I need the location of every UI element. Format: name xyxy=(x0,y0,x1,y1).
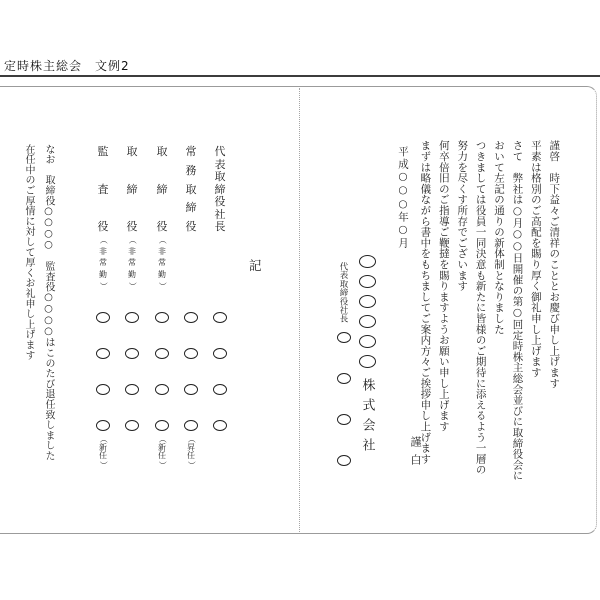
letter-line: 努力を尽くす所存でございます xyxy=(456,140,469,292)
company-name-circle xyxy=(359,315,376,328)
char: 勤 xyxy=(128,269,136,279)
retirement-note-line: なお 取締役○○○○ 監査役○○○○はこのたび退任致しました xyxy=(43,144,54,461)
officer-name-circle xyxy=(155,384,169,395)
company-name-circle xyxy=(359,295,376,308)
char: 取 xyxy=(156,145,168,158)
letter-line: さて 弊社は○月○○日開催の第○回定時株主総会並びに取締役会に xyxy=(511,140,524,481)
char: 締 xyxy=(214,182,226,196)
ki-heading: 記 xyxy=(249,258,262,273)
signer-name-circle xyxy=(337,373,351,384)
officer-name-circle xyxy=(213,312,227,323)
officer-name-circles xyxy=(213,312,227,431)
officer-name-circles xyxy=(155,312,169,431)
officer-name-circle xyxy=(184,420,198,431)
officer-name-circle xyxy=(184,312,198,323)
char: ） xyxy=(158,282,167,290)
officer-name-circle xyxy=(155,312,169,323)
char: 勤 xyxy=(99,269,107,279)
char: 新 xyxy=(99,442,107,452)
company-name-column xyxy=(355,255,379,458)
officer-column xyxy=(88,146,118,476)
letter-line: 何卒倍旧のご指導ご鞭撻を賜りますようお願い申し上げます xyxy=(437,140,450,432)
char: 締 xyxy=(156,182,168,196)
officer-name-circle xyxy=(213,384,227,395)
char: ） xyxy=(158,460,167,469)
officer-name-circle xyxy=(155,348,169,359)
char: （ xyxy=(187,435,196,443)
char: 取 xyxy=(185,182,197,196)
char: 表 xyxy=(214,157,226,171)
page-fold-divider xyxy=(299,88,300,532)
char: 締 xyxy=(126,182,138,196)
char: 役 xyxy=(185,220,197,233)
retirement-note xyxy=(18,144,58,479)
officer-subtitle xyxy=(88,236,118,290)
char: 常 xyxy=(185,145,197,158)
letter-line: 平素は格別のご高配を賜り厚く御礼申し上げます xyxy=(529,140,542,378)
company-name-circle xyxy=(359,275,376,288)
char: 勤 xyxy=(158,269,166,279)
char: 非 xyxy=(128,246,136,256)
letter-line: まずは略儀ながら書中をもちましてご案内方々ご挨拶申し上げます xyxy=(419,140,432,464)
char: 任 xyxy=(99,451,107,461)
char: ） xyxy=(99,460,108,469)
char: （ xyxy=(128,236,137,244)
char: 役 xyxy=(97,220,109,233)
signer-name-circle xyxy=(337,332,351,343)
document-title: 定時株主総会 文例2 xyxy=(4,59,130,73)
char: （ xyxy=(158,236,167,244)
char: 非 xyxy=(99,246,107,256)
char: 代 xyxy=(214,145,226,158)
char: 社 xyxy=(214,207,226,221)
char: 役 xyxy=(126,220,138,233)
officer-column xyxy=(205,146,235,476)
officer-note xyxy=(147,435,177,469)
letter-body xyxy=(416,140,563,490)
char: 常 xyxy=(128,258,136,267)
char: 取 xyxy=(214,170,226,183)
char: 役 xyxy=(156,220,168,233)
char: 任 xyxy=(158,451,166,461)
char: 昇 xyxy=(187,442,195,452)
company-name-circle xyxy=(359,335,376,348)
company-name-circle xyxy=(359,355,376,368)
officer-name-circle xyxy=(125,420,139,431)
letter-line: おいて左記の通りの新体制となりました xyxy=(493,140,506,335)
officer-name-circle xyxy=(213,348,227,359)
officer-title xyxy=(88,146,118,232)
officer-note xyxy=(176,435,206,469)
officer-column xyxy=(117,146,147,476)
header-rule xyxy=(0,75,600,77)
officer-name-circle xyxy=(125,384,139,395)
officer-subtitle xyxy=(117,236,147,290)
char: ） xyxy=(99,282,108,290)
letter-line: 謹啓 時下益々ご清祥のこととお慶び申し上げます xyxy=(548,140,561,389)
char: （ xyxy=(99,236,108,244)
char: 監 xyxy=(97,145,109,158)
char: 締 xyxy=(185,201,197,215)
letter-line: つきましては役員一同決意も新たに皆様のご期待に添えるよう一層の xyxy=(474,140,487,475)
signer-title: 代表取締役社長 xyxy=(338,262,348,323)
char: 任 xyxy=(187,451,195,461)
company-name-circle xyxy=(359,255,376,268)
officer-title xyxy=(205,146,235,232)
signer-name-circle xyxy=(337,455,351,466)
char: 常 xyxy=(99,258,107,267)
officer-title xyxy=(117,146,147,232)
char: （ xyxy=(99,435,108,443)
signer-name-circles xyxy=(337,332,351,466)
company-suffix: 株式会社 xyxy=(359,378,375,458)
officer-column xyxy=(176,146,206,476)
officer-name-circle xyxy=(213,420,227,431)
retirement-note-line: 在任中のご厚情に対して厚くお礼申し上げます xyxy=(23,144,34,361)
char: （ xyxy=(158,435,167,443)
officer-name-circles xyxy=(184,312,198,431)
officer-name-circles xyxy=(96,312,110,431)
char: 役 xyxy=(214,195,226,208)
officer-subtitle xyxy=(147,236,177,290)
officer-title xyxy=(176,146,206,232)
officer-name-circle xyxy=(155,420,169,431)
char: 常 xyxy=(158,258,166,267)
char: 長 xyxy=(214,220,226,233)
letter-date: 平成○○○年○月 xyxy=(397,146,409,250)
char: 査 xyxy=(97,182,109,196)
officer-column xyxy=(147,146,177,476)
officer-note xyxy=(88,435,118,469)
char: 取 xyxy=(126,145,138,158)
char: ） xyxy=(187,460,196,469)
closing-salutation: 謹白 xyxy=(409,436,422,472)
char: 非 xyxy=(158,246,166,256)
char: ） xyxy=(128,282,137,290)
char: 新 xyxy=(158,442,166,452)
char: 務 xyxy=(185,163,197,177)
officer-name-circle xyxy=(96,312,110,323)
officer-name-circle xyxy=(184,348,198,359)
officer-name-circle xyxy=(184,384,198,395)
officer-name-circles xyxy=(125,312,139,431)
officer-name-circle xyxy=(96,348,110,359)
officer-name-circle xyxy=(96,420,110,431)
officer-name-circle xyxy=(125,348,139,359)
officer-name-circle xyxy=(125,312,139,323)
officer-name-circle xyxy=(96,384,110,395)
officer-title xyxy=(147,146,177,232)
signer-name-circle xyxy=(337,414,351,425)
